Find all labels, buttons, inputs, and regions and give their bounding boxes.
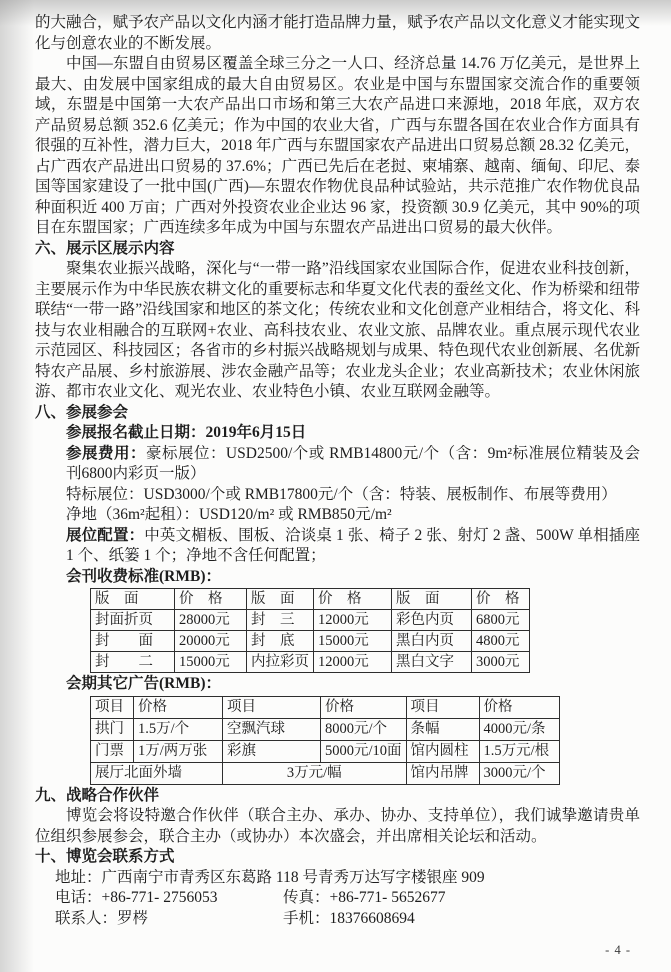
contact-block: [55, 868, 640, 930]
table-cell: 条幅: [406, 718, 479, 740]
table-header-cell: 版 面: [247, 589, 314, 610]
table-cell: 6800元: [472, 610, 530, 631]
section-10-heading: 十、博览会联系方式: [35, 848, 175, 865]
table-cell: 3000元/个: [479, 762, 559, 784]
table-cell: 4800元: [472, 631, 530, 652]
table-header-cell: 价格: [479, 696, 559, 718]
table-cell: 1.5万元/根: [479, 740, 559, 762]
table-cell: 门票: [91, 740, 134, 762]
table-cell: 黑白内页: [392, 631, 472, 652]
raw-space-line: 净地（36m²起租）：USD120/m² 或 RMB850元/m²: [66, 506, 392, 523]
table-header-cell: 项目: [91, 696, 134, 718]
special-booth-line: 特标展位：USD3000/个或 RMB17800元/个（含：特装、展板制作、布展等费用）: [66, 485, 617, 503]
table-header-cell: 价 格: [314, 589, 392, 610]
address-value: 广西南宁市青秀区东葛路 118 号青秀万达写字楼银座 909: [101, 868, 485, 886]
address-label: 地址：: [55, 868, 102, 886]
journal-price-title: 会刊收费标准(RMB)：: [66, 567, 221, 585]
contact-label: 联系人：: [55, 909, 118, 927]
table-cell: 1万/两万张: [134, 740, 223, 762]
fax-value: +86-771- 5652677: [329, 889, 446, 906]
section-9-heading: 九、战略合作伙伴: [35, 786, 160, 804]
table-cell: 封 二: [91, 652, 175, 673]
exhibition-fee-line: [66, 444, 640, 485]
contact-mobile-line: [55, 909, 640, 930]
table-cell: 5000元/10面: [321, 740, 407, 762]
paragraph-continuation: 的大融合，赋予农产品以文化内涵才能打造品牌力量，赋予农产品以文化意义才能实现文化与创意农业的不断发展。: [35, 14, 640, 52]
table-header-cell: 价 格: [175, 589, 247, 610]
table-cell: 8000元/个: [321, 718, 407, 740]
table-cell: 4000元/条: [479, 718, 559, 740]
booth-config-line: [66, 526, 640, 567]
fax-item: [283, 889, 445, 906]
table-header-cell: 版 面: [392, 589, 472, 610]
table-cell: 彩旗: [223, 740, 321, 762]
table-cell: 20000元: [175, 631, 247, 652]
table-cell: 馆内吊牌: [406, 762, 479, 784]
table-cell: 彩色内页: [392, 610, 472, 631]
table-header-cell: 项目: [406, 696, 479, 718]
phone-fax-line: [55, 888, 640, 909]
config-label: 展位配置：: [66, 526, 145, 544]
table-header-cell: 版 面: [91, 589, 175, 610]
table-footer-row: [91, 762, 560, 784]
table-cell: 28000元: [175, 610, 247, 631]
table-cell: 15000元: [314, 631, 392, 652]
journal-price-table: [90, 588, 530, 673]
table-row: [91, 718, 560, 740]
table-cell: 空飘汽球: [223, 718, 321, 740]
fee-text: 豪标展位：USD2500/个或 RMB14800元/个（含：9m²标准展位精装及会刊6800内彩页一版）: [66, 444, 640, 482]
table-row: [91, 652, 530, 673]
table-row: [91, 631, 530, 652]
config-text: 中英文楣板、围板、洽谈桌 1 张、椅子 2 张、射灯 2 盏、500W 单相插座 1 个、纸篓 1 个；净地不含任何配置；: [66, 526, 640, 564]
table-cell: 3000元: [472, 652, 530, 673]
fee-label: 参展费用：: [66, 444, 146, 462]
table-cell: 15000元: [175, 652, 247, 673]
fax-label: 传真：: [283, 889, 330, 906]
mobile-value: 18376608694: [329, 909, 415, 927]
table-header-cell: 项目: [223, 696, 321, 718]
page-number: - 4 -: [605, 942, 631, 957]
section-8-heading: 八、参展参会: [35, 403, 129, 421]
ads-price-title: 会期其它广告(RMB)：: [66, 675, 221, 692]
section-6-body: 聚集农业振兴战略，深化与“一带一路”沿线国家农业国际合作，促进农业科技创新，主要展示作为中华民族农耕文化的重要标志和华夏文化代表的蚕丝文化、作为桥梁和纽带联结“一带一路”沿线国家和地区的茶文化；传统农业和文化创意产业相结合，将文化、科技与农业相融合的互联网+农业、高科技农业、农业文旅、品牌农业。重点展示现代农业示范园区、科技园区；各省市的乡村振兴战略规划与成果、特色现代农业创新展、名优新特农产品展、乡村旅游展、涉农金融产品等；农业龙头企业；农业高新技术；农业休闲旅游、都市农业文化、观光农业、农业特色小镇、农业互联网金融等。: [35, 260, 640, 400]
table-row: [91, 610, 530, 631]
table-cell: 黑白文字: [392, 652, 472, 673]
phone-item: [55, 888, 283, 909]
table-cell: 拱门: [91, 718, 134, 740]
table-header-cell: 价格: [134, 696, 223, 718]
contact-item: [55, 909, 283, 930]
table-row: [91, 740, 560, 762]
section-8-block: [66, 423, 640, 785]
mobile-label: 手机：: [283, 909, 330, 927]
address-line: [55, 868, 640, 889]
table-header-cell: 价格: [321, 696, 407, 718]
paragraph-china-asean: 中国—东盟自由贸易区覆盖全球三分之一人口、经济总量 14.76 万亿美元，是世界上最大、由发展中国家组成的最大自由贸易区。农业是中国与东盟国家交流合作的重要领域，东盟是中国第一大农产品出口市场和第三大农产品进口来源地，2018 年底，双方农产品贸易总额 352.6 亿美元；作为中国的农业大省，广西与东盟各国在农业合作方面具有很强的互补性，潜力巨大，2018 年广西与东盟国家农产品进出口贸易总额 28.32 亿美元，占广西农产品进出口贸易的 37.6%；广西已先后在老挝、柬埔寨、越南、缅甸、印尼、泰国等国家建设了一批中国(广西)—东盟农作物优良品种试验站，共示范推广农作物优良品种面积近 400 万亩；广西对外投资农业企业达 96 家，投资额 30.9 亿美元，其中 90%的项目在东盟国家；广西连续多年成为中国与东盟农产品进出口贸易的最大伙伴。: [35, 55, 640, 236]
table-cell: 封 三: [247, 610, 314, 631]
phone-label: 电话：: [55, 889, 102, 906]
table-cell: 12000元: [314, 652, 392, 673]
table-cell: 封 底: [247, 631, 314, 652]
table-cell: 1.5万/个: [134, 718, 223, 740]
registration-deadline: 参展报名截止日期：2019年6月15日: [66, 424, 307, 441]
table-header-row: [91, 696, 560, 718]
table-cell: 12000元: [314, 610, 392, 631]
contact-value: 罗梣: [117, 909, 149, 927]
table-header-row: [91, 589, 530, 610]
section-6-heading: 六、展示区展示内容: [35, 239, 175, 257]
section-9-body: 博览会将设特邀合作伙伴（联合主办、承办、协办、支持单位），我们诚挚邀请贵单位组织参展参会，联合主办（或协办）本次盛会，并出席相关论坛和活动。: [35, 807, 640, 845]
table-cell: 封 面: [91, 631, 175, 652]
table-cell: 3万元/幅: [223, 762, 407, 784]
mobile-item: [283, 910, 415, 927]
ads-price-table: [90, 696, 560, 785]
table-cell: 封面折页: [91, 610, 175, 631]
table-cell: 馆内圆柱: [406, 740, 479, 762]
phone-value: +86-771- 2756053: [101, 889, 218, 906]
table-cell: 内拉彩页: [247, 652, 314, 673]
table-cell: 展厅北面外墙: [91, 762, 223, 784]
table-header-cell: 价 格: [472, 589, 530, 610]
